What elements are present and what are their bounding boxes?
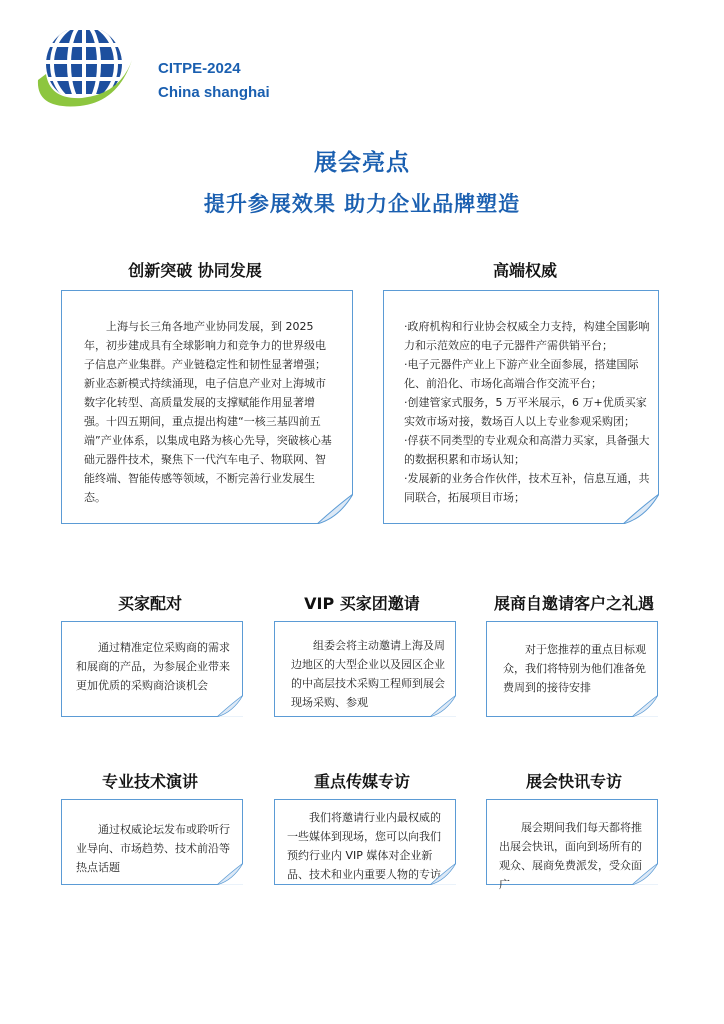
page-title: 展会亮点 — [314, 150, 410, 176]
forum-title: 专业技术演讲 — [101, 772, 198, 791]
innovation-text: 上海与长三角各地产业协同发展，到 2025 年，初步建成具有全球影响力和竞争力的世界级电子信息产业集群。产业链稳定性和韧性显著增强；新业态新模式持续涌现，电子信息产业对上海城市数字化转型、高质量发展的支撑赋能作用显著增强。十四五期间，重点提出构建“一核三基四前五端”产业体系，以集成电路为核心先导，突破核心基础元器件技术，聚焦下一代汽车电子、物联网、智能终端、智能传感等领域，不断完善行业发展生态。 — [84, 320, 332, 504]
gift-text: 对于您推荐的重点目标观众，我们将特别为他们准备免费周到的接待安排 — [503, 643, 646, 694]
matching-card — [61, 621, 243, 717]
media-title: 重点传媒专访 — [313, 772, 410, 791]
matching-text: 通过精准定位采购商的需求和展商的产品，为参展企业带来更加优质的采购商洽谈机会 — [76, 641, 230, 692]
authority-item: ·发展新的业务合作伙伴，技术互补，信息互通，共同联合，拓展项目市场； — [404, 472, 650, 504]
news-card — [486, 799, 658, 891]
gift-card — [486, 621, 658, 717]
authority-item: ·电子元器件产业上下游产业全面参展，搭建国际化、前沿化、市场化高端合作交流平台； — [404, 358, 639, 390]
page-curl-icon — [632, 695, 658, 717]
vip-title: VIP 买家团邀请 — [304, 594, 420, 613]
authority-item: ·创建管家式服务，5 万平米展示，6 万+优质买家实效市场对接，数场百人以上专业参观采购团； — [404, 396, 647, 428]
authority-item: ·俘获不同类型的专业观众和高潜力买家，具备强大的数据积累和市场认知； — [404, 434, 650, 466]
authority-title: 高端权威 — [492, 261, 557, 280]
brand-code: CITPE-2024 — [158, 60, 241, 77]
page-subtitle: 提升参展效果 助力企业品牌塑造 — [203, 192, 521, 216]
page-curl-icon — [217, 863, 243, 885]
authority-card — [383, 290, 659, 524]
page-curl-icon — [217, 695, 243, 717]
news-text: 展会期间我们每天都将推出展会快讯，面向到场所有的观众、展商免费派发，受众面广 — [499, 821, 642, 891]
forum-card — [61, 799, 243, 885]
forum-text: 通过权威论坛发布或聆听行业导向、市场趋势、技术前沿等热点话题 — [76, 823, 230, 874]
globe-logo-icon — [28, 18, 140, 118]
authority-item: ·政府机构和行业协会权威全力支持，构建全国影响力和示范效应的电子元器件产需供销平台； — [404, 320, 650, 352]
media-text: 我们将邀请行业内最权威的一些媒体到现场，您可以向我们预约行业内 VIP 媒体对企业新品、技术和业内重要人物的专访 — [287, 811, 441, 881]
page-curl-icon — [430, 863, 456, 885]
media-card — [274, 799, 456, 885]
matching-title: 买家配对 — [117, 594, 182, 613]
brand-city: China shanghai — [158, 84, 270, 101]
innovation-card — [61, 290, 353, 524]
page-curl-icon — [623, 494, 659, 524]
vip-text: 组委会将主动邀请上海及周边地区的大型企业以及园区企业的中高层技术采购工程师到展会现场采购、参观 — [291, 639, 445, 709]
page-curl-icon — [430, 695, 456, 717]
innovation-title: 创新突破 协同发展 — [128, 261, 262, 280]
gift-title: 展商自邀请客户之礼遇 — [493, 594, 654, 613]
authority-list — [404, 317, 652, 507]
vip-card — [274, 621, 456, 717]
news-title: 展会快讯专访 — [525, 772, 622, 791]
page-curl-icon — [632, 863, 658, 885]
page-curl-icon — [317, 494, 353, 524]
